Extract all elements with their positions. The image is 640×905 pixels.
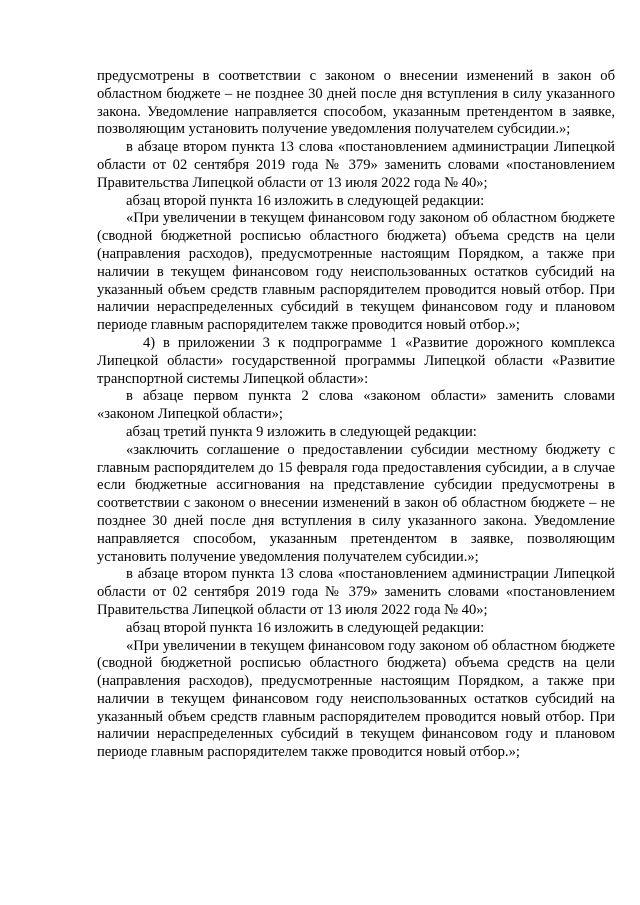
paragraph-item-13-amendment-2: в абзаце втором пункта 13 слова «постановлением администрации Липецкой области от 02 сентября 2019 года № 379» заменить словами «постановлением Правительства Липецкой области от 13 июля 2022 года № 40»; [97,566,615,618]
paragraph-item-9-text: «заключить соглашение о предоставлении субсидии местному бюджету с главным распорядителем до 15 февраля года предоставления субсидии, а в случае если бюджетные ассигнования на представление субсидии предусмотрены в соответствии с законом о внесении изменений в закон об областном бюджете – не позднее 30 дней после дня вступления в силу указанного закона. Уведомление направляется способом, указанным претендентом в заявке, позволяющим установить получение уведомления получателем субсидии.»; [97,441,615,565]
paragraph-appendix-3-heading: 4) в приложении 3 к подпрограмме 1 «Развитие дорожного комплекса Липецкой области» государственной программы Липецкой области «Развитие транспортной системы Липецкой области»: [97,334,615,387]
document-page [97,68,615,762]
paragraph-continuation: предусмотрены в соответствии с законом о внесении изменений в закон об областном бюджете – не позднее 30 дней после дня вступления в силу указанного закона. Уведомление направляется способом, указанным претендентом в заявке, позволяющим установить получение уведомления получателем субсидии.»; [97,68,615,138]
paragraph-item-16-text: «При увеличении в текущем финансовом году законом об областном бюджете (сводной бюджетной росписью областного бюджета) объема средств на цели (направления расходов), предусмотренные настоящим Порядком, а также при наличии в текущем финансовом году неиспользованных остатков субсидий на указанный объем средств главным распорядителем проводится новый отбор. При наличии нераспределенных субсидий в текущем финансовом году и плановом периоде главным распорядителем также проводится новый отбор.»; [97,210,615,334]
paragraph-item-16-intro: абзац второй пункта 16 изложить в следующей редакции: [126,192,485,209]
paragraph-item-16-text-2: «При увеличении в текущем финансовом году законом об областном бюджете (сводной бюджетной росписью областного бюджета) объема средств на цели (направления расходов), предусмотренные настоящим Порядком, а также при наличии в текущем финансовом году неиспользованных остатков субсидий на указанный объем средств главным распорядителем проводится новый отбор. При наличии нераспределенных субсидий в текущем финансовом году и плановом периоде главным распорядителем также проводится новый отбор.»; [97,637,615,761]
paragraph-item-9-intro: абзац третий пункта 9 изложить в следующей редакции: [126,423,477,440]
paragraph-item-16-intro-2: абзац второй пункта 16 изложить в следующей редакции: [126,619,485,636]
paragraph-item-2-amendment: в абзаце первом пункта 2 слова «законом области» заменить словами «законом Липецкой области»; [97,388,615,423]
paragraph-item-13-amendment: в абзаце втором пункта 13 слова «постановлением администрации Липецкой области от 02 сентября 2019 года № 379» заменить словами «постановлением Правительства Липецкой области от 13 июля 2022 года № 40»; [97,139,615,191]
